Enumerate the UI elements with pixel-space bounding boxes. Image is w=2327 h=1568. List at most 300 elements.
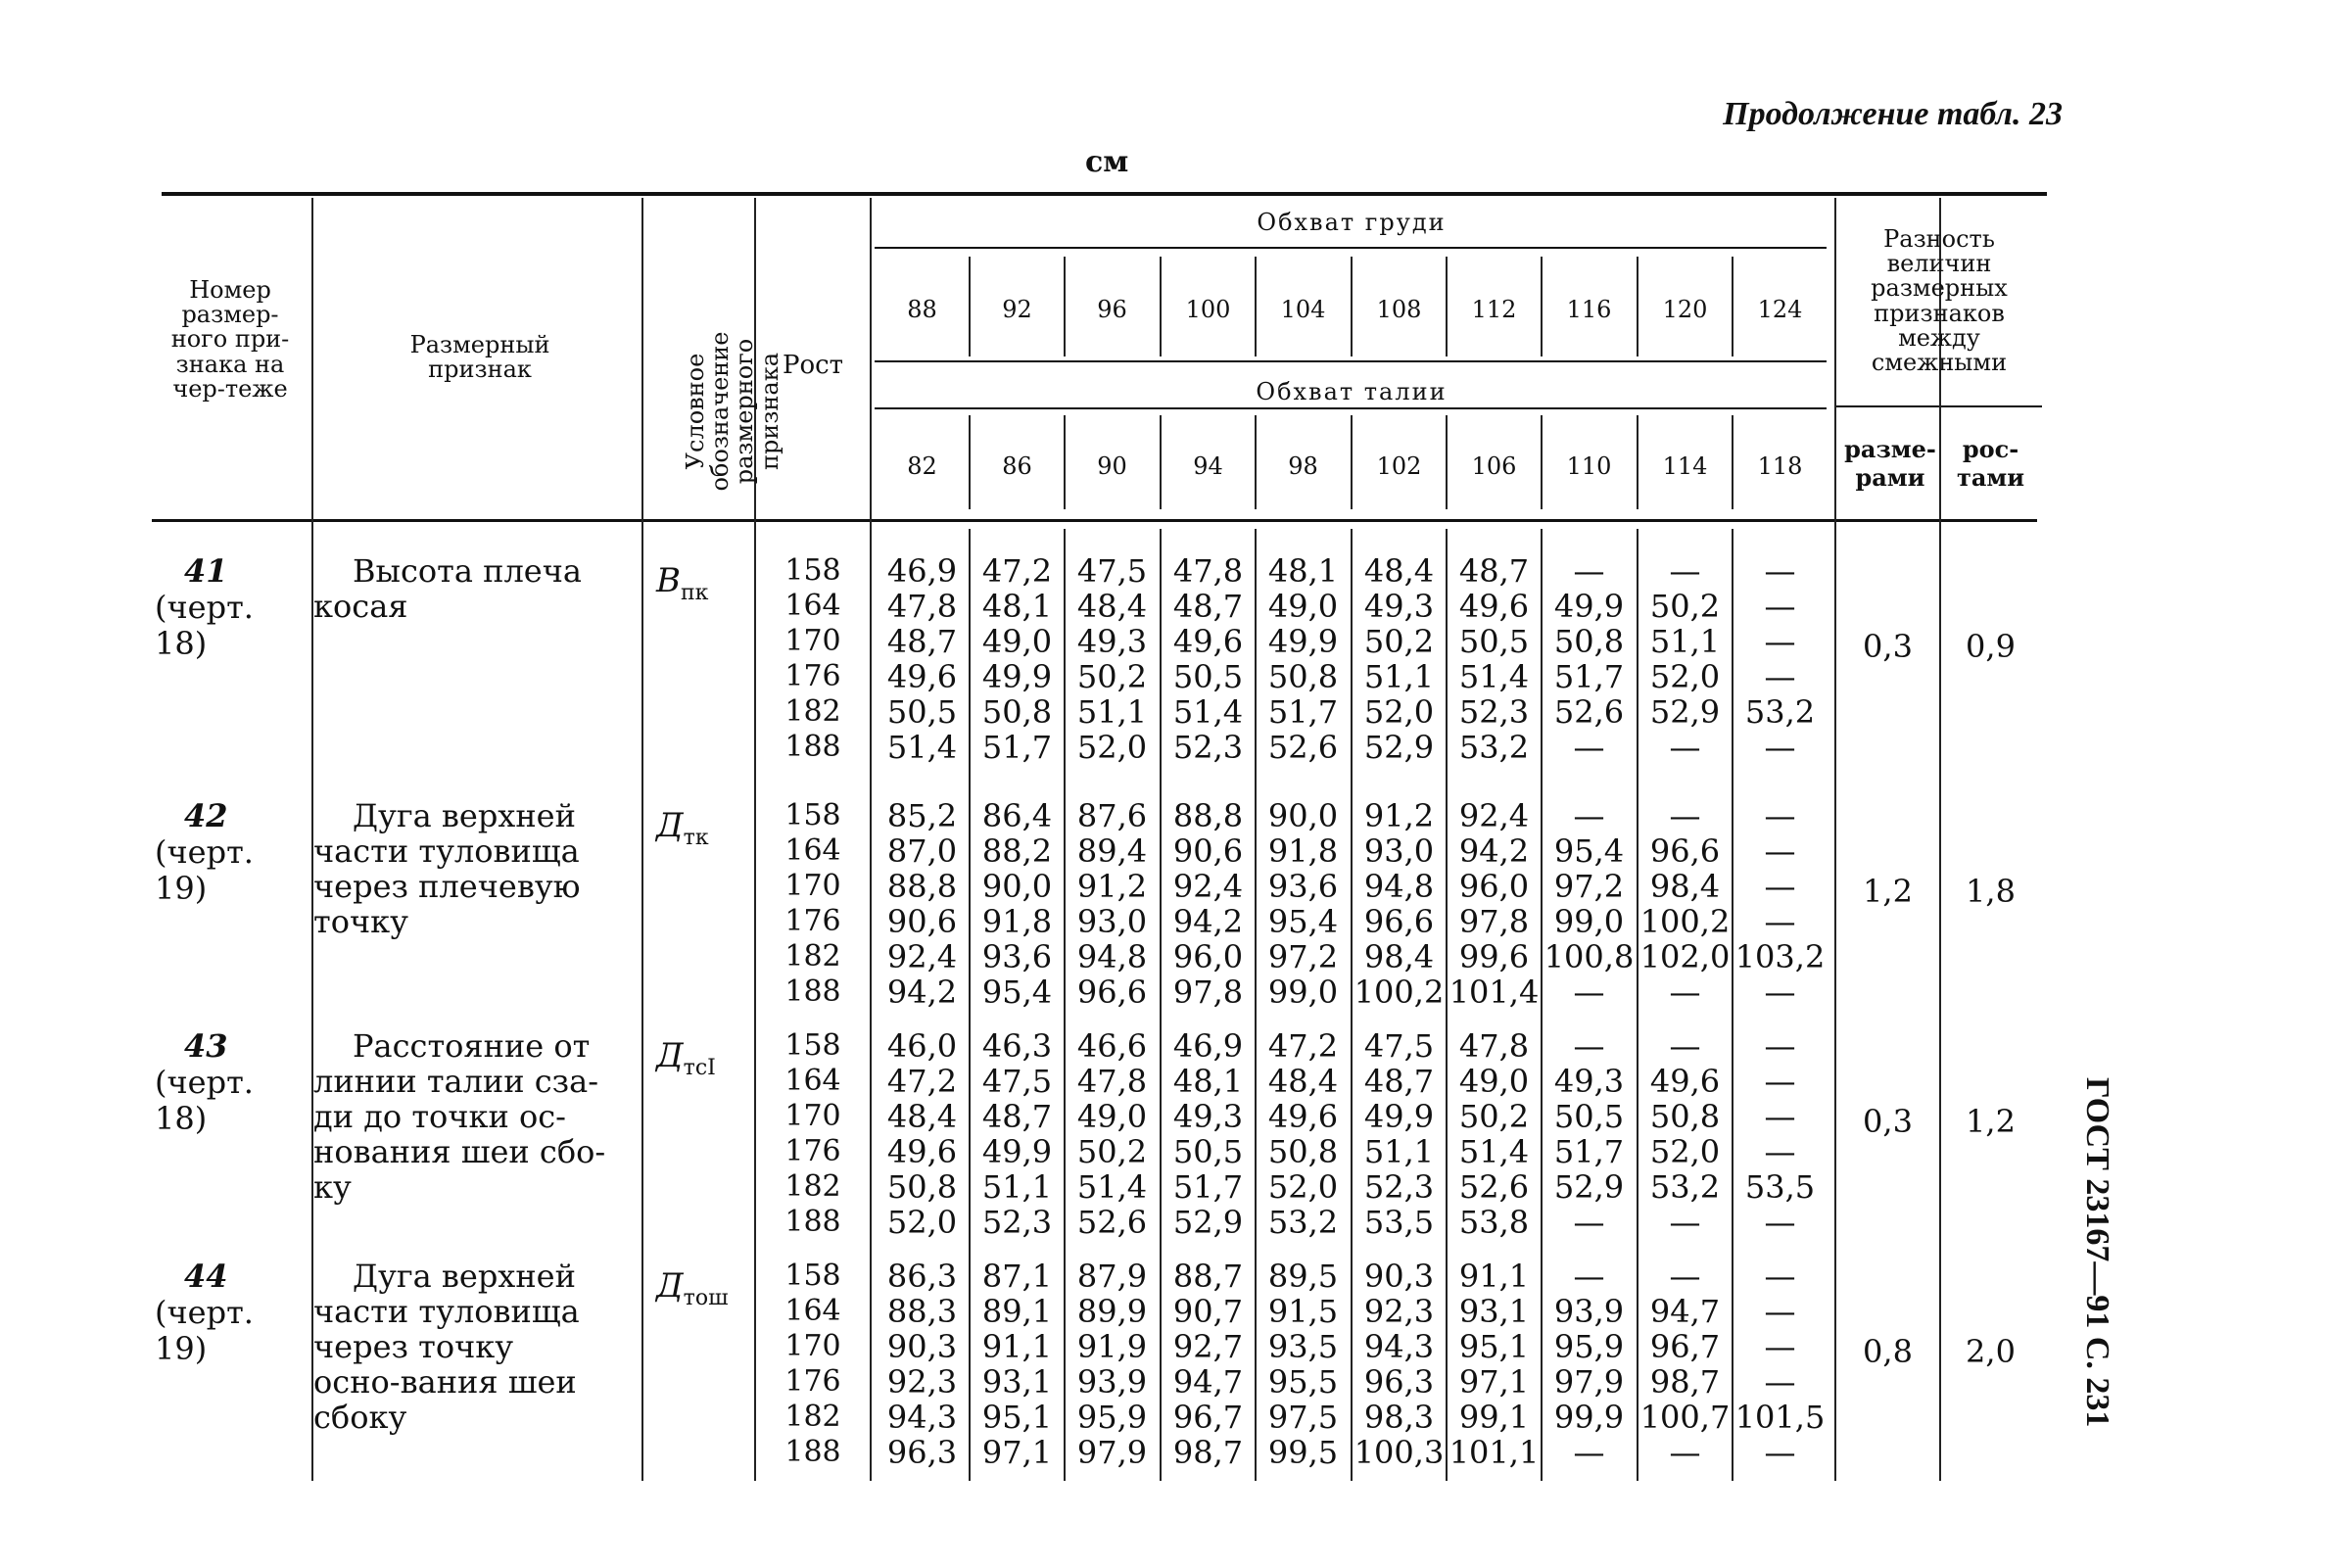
table-cell: 47,8 (1458, 1027, 1530, 1065)
table-cell: 93,5 (1267, 1328, 1339, 1365)
table-cell: 48,4 (886, 1098, 958, 1135)
table-cell: 88,7 (1172, 1258, 1244, 1295)
diff-by-height: 2,0 (1966, 1333, 2016, 1370)
table-cell: 100,2 (1639, 903, 1731, 940)
vertical-rule (641, 198, 643, 1481)
table-cell: 49,6 (1172, 623, 1244, 660)
table-cell: 91,1 (981, 1328, 1053, 1365)
value-column (875, 798, 970, 1010)
table-cell: 50,5 (1553, 1098, 1625, 1135)
table-cell: 52,0 (886, 1204, 958, 1241)
value-column (1065, 1259, 1160, 1470)
height-values (779, 798, 847, 1010)
table-cell: 52,0 (1267, 1168, 1339, 1206)
table-cell: 97,2 (1267, 938, 1339, 975)
table-cell: 47,2 (1267, 1027, 1339, 1065)
table-cell: — (1764, 903, 1796, 940)
table-cell: 99,0 (1267, 974, 1339, 1011)
table-cell: 90,7 (1172, 1293, 1244, 1330)
waist-value: 110 (1566, 452, 1612, 480)
value-column (1256, 553, 1351, 765)
table-cell: 50,2 (1076, 1133, 1148, 1170)
value-column (1638, 1028, 1733, 1240)
table-cell: 94,8 (1076, 938, 1148, 975)
unit-label: см (1085, 145, 1129, 179)
value-column (1161, 798, 1256, 1010)
table-cell: 87,0 (886, 832, 958, 870)
table-cell: — (1573, 1204, 1605, 1241)
side-label: ГОСТ 23167—91 С. 231 (2079, 1077, 2115, 1428)
waist-value: 106 (1471, 452, 1517, 480)
table-cell: 90,3 (886, 1328, 958, 1365)
table-cell: 51,7 (1172, 1168, 1244, 1206)
table-cell: — (1573, 1434, 1605, 1471)
table-cell: 50,8 (1267, 658, 1339, 695)
value-column (970, 553, 1065, 765)
value-column (1542, 798, 1637, 1010)
height-value: 188 (784, 974, 841, 1009)
table-cell: 90,0 (1267, 797, 1339, 834)
table-cell: 88,2 (981, 832, 1053, 870)
feature-drawing-ref: (черт. 18) (155, 588, 254, 662)
value-column (1542, 1028, 1637, 1240)
value-column (1256, 1259, 1351, 1470)
table-cell: — (1669, 1204, 1701, 1241)
column-rule (1351, 257, 1353, 356)
table-cell: 53,2 (1649, 1168, 1721, 1206)
table-cell: 93,1 (1458, 1293, 1530, 1330)
height-value: 158 (784, 553, 841, 588)
waist-value: 102 (1376, 452, 1422, 480)
height-value: 188 (784, 1205, 841, 1239)
waist-value: 82 (907, 452, 937, 480)
table-cell: 50,5 (1172, 658, 1244, 695)
waist-value: 86 (1002, 452, 1032, 480)
table-cell: 92,4 (886, 938, 958, 975)
table-cell: — (1573, 1258, 1605, 1295)
value-column (1638, 798, 1733, 1010)
table-cell: 49,6 (886, 1133, 958, 1170)
column-rule (1255, 415, 1257, 509)
feature-symbol: $Д_{тсI}$ (656, 1036, 716, 1080)
table-cell: 52,9 (1363, 729, 1435, 766)
table-cell: 47,5 (1363, 1027, 1435, 1065)
table-cell: 49,9 (981, 1133, 1053, 1170)
table-cell: 93,9 (1553, 1293, 1625, 1330)
table-cell: 94,2 (1458, 832, 1530, 870)
table-cell: 91,1 (1458, 1258, 1530, 1295)
table-cell: 91,8 (1267, 832, 1339, 870)
table-cell: — (1764, 1098, 1796, 1135)
feature-name: Расстояние от линии талии сза-ди до точки ос-нования шеи сбо-ку (313, 1027, 606, 1206)
table-cell: — (1669, 729, 1701, 766)
chest-value: 96 (1097, 296, 1127, 323)
table-cell: 97,5 (1267, 1399, 1339, 1436)
table-cell: 90,6 (886, 903, 958, 940)
value-column (1733, 1259, 1828, 1470)
table-cell: 52,9 (1553, 1168, 1625, 1206)
height-value: 164 (784, 1294, 841, 1328)
table-cell: 51,4 (1172, 693, 1244, 731)
value-column (1447, 1259, 1542, 1470)
feature-symbol: $Д_{тк}$ (656, 806, 709, 850)
header-number: Номер размер-ного при-знака на чер-теже (170, 276, 290, 403)
height-value: 182 (784, 1169, 841, 1204)
height-values (779, 1259, 847, 1470)
table-cell: 52,6 (1553, 693, 1625, 731)
table-cell: 47,5 (1076, 552, 1148, 590)
table-cell: 52,0 (1649, 658, 1721, 695)
chest-value: 108 (1376, 296, 1422, 323)
table-cell: 50,5 (886, 693, 958, 731)
table-cell: 89,5 (1267, 1258, 1339, 1295)
table-cell: 93,0 (1076, 903, 1148, 940)
height-value: 164 (784, 589, 841, 623)
table-cell: — (1764, 729, 1796, 766)
table-cell: 102,0 (1639, 938, 1731, 975)
table-cell: 53,5 (1363, 1204, 1435, 1241)
value-column (1352, 1028, 1447, 1240)
table-cell: — (1573, 729, 1605, 766)
value-column (1447, 798, 1542, 1010)
feature-name: Дуга верхней части туловища через плечевую точку (313, 797, 581, 940)
value-column (1447, 1028, 1542, 1240)
continuation-title: Продолжение табл. 23 (1723, 96, 2063, 132)
table-cell: 49,6 (1649, 1063, 1721, 1100)
table-cell: 51,7 (981, 729, 1053, 766)
table-cell: 51,1 (981, 1168, 1053, 1206)
chest-value: 92 (1002, 296, 1032, 323)
column-rule (1446, 257, 1448, 356)
table-cell: 98,7 (1172, 1434, 1244, 1471)
table-cell: 96,7 (1172, 1399, 1244, 1436)
table-cell: 49,6 (1267, 1098, 1339, 1135)
table-cell: — (1669, 1258, 1701, 1295)
table-cell: 50,8 (1649, 1098, 1721, 1135)
table-cell: 92,4 (1458, 797, 1530, 834)
table-cell: 49,9 (1553, 588, 1625, 625)
value-column (1256, 798, 1351, 1010)
table-cell: — (1764, 1328, 1796, 1365)
waist-rule-top (875, 360, 1827, 362)
table-cell: 101,5 (1734, 1399, 1826, 1436)
value-column (1733, 1028, 1828, 1240)
table-cell: 94,7 (1172, 1363, 1244, 1401)
table-cell: 50,8 (1553, 623, 1625, 660)
table-cell: 96,6 (1649, 832, 1721, 870)
table-cell: 48,1 (981, 588, 1053, 625)
table-cell: 98,3 (1363, 1399, 1435, 1436)
table-cell: 91,2 (1363, 797, 1435, 834)
table-cell: 94,3 (1363, 1328, 1435, 1365)
table-cell: 51,4 (1458, 658, 1530, 695)
table-cell: 93,6 (1267, 868, 1339, 905)
table-cell: 95,4 (981, 974, 1053, 1011)
feature-number (155, 553, 262, 661)
table-cell: 85,2 (886, 797, 958, 834)
table-cell: 100,7 (1639, 1399, 1731, 1436)
height-value: 176 (784, 1364, 841, 1399)
height-value: 164 (784, 833, 841, 868)
height-value: 176 (784, 1134, 841, 1168)
table-cell: 95,4 (1267, 903, 1339, 940)
table-cell: 96,0 (1172, 938, 1244, 975)
value-column (970, 798, 1065, 1010)
table-cell: — (1764, 1434, 1796, 1471)
table-cell: 53,2 (1458, 729, 1530, 766)
table-cell: 103,2 (1734, 938, 1826, 975)
table-cell: 96,6 (1363, 903, 1435, 940)
column-rule (1351, 415, 1353, 509)
table-cell: — (1573, 797, 1605, 834)
table-cell: 48,7 (981, 1098, 1053, 1135)
table-cell: 96,0 (1458, 868, 1530, 905)
table-cell: 47,5 (981, 1063, 1053, 1100)
table-cell: 52,0 (1363, 693, 1435, 731)
table-cell: 91,2 (1076, 868, 1148, 905)
value-column (1733, 798, 1828, 1010)
waist-value: 94 (1193, 452, 1223, 480)
table-cell: 98,4 (1649, 868, 1721, 905)
table-cell: 48,7 (1458, 552, 1530, 590)
table-cell: 52,0 (1076, 729, 1148, 766)
feature-number (155, 798, 262, 906)
value-column (1352, 798, 1447, 1010)
top-rule (162, 192, 2047, 196)
table-cell: 52,6 (1458, 1168, 1530, 1206)
table-cell: 46,9 (886, 552, 958, 590)
table-cell: 48,7 (1172, 588, 1244, 625)
feature-number-value: 43 (184, 1027, 228, 1065)
value-column (970, 1259, 1065, 1470)
chest-value: 124 (1757, 296, 1803, 323)
table-cell: — (1764, 1363, 1796, 1401)
height-value: 182 (784, 939, 841, 974)
table-cell: 89,1 (981, 1293, 1053, 1330)
table-cell: 47,8 (1172, 552, 1244, 590)
table-cell: — (1669, 797, 1701, 834)
table-cell: 50,8 (1267, 1133, 1339, 1170)
value-column (1542, 553, 1637, 765)
value-column (1352, 1259, 1447, 1470)
table-cell: 94,3 (886, 1399, 958, 1436)
table-cell: 93,0 (1363, 832, 1435, 870)
table-cell: 51,7 (1553, 1133, 1625, 1170)
column-rule (969, 257, 971, 356)
table-cell: — (1573, 552, 1605, 590)
table-cell: 53,2 (1744, 693, 1816, 731)
table-cell: 90,0 (981, 868, 1053, 905)
chest-value: 104 (1280, 296, 1326, 323)
header-bottom-rule (152, 519, 2037, 522)
value-column (1256, 1028, 1351, 1240)
height-value: 164 (784, 1064, 841, 1098)
table-cell: 52,3 (1458, 693, 1530, 731)
chest-value: 100 (1185, 296, 1231, 323)
diff-by-size: 0,3 (1863, 628, 1913, 665)
table-cell: 87,6 (1076, 797, 1148, 834)
table-cell: 52,3 (1172, 729, 1244, 766)
table-cell: 49,6 (1458, 588, 1530, 625)
table-cell: 94,2 (886, 974, 958, 1011)
table-cell: 48,4 (1267, 1063, 1339, 1100)
table-cell: 46,3 (981, 1027, 1053, 1065)
column-rule (969, 415, 971, 509)
value-column (1161, 1028, 1256, 1240)
waist-value: 114 (1662, 452, 1708, 480)
chest-rule (875, 247, 1827, 249)
value-column (1065, 1028, 1160, 1240)
value-column (1638, 553, 1733, 765)
chest-value: 116 (1566, 296, 1612, 323)
height-value: 170 (784, 624, 841, 658)
column-rule (1637, 257, 1638, 356)
feature-name: Дуга верхней части туловища через точку осно-вания шеи сбоку (313, 1258, 580, 1436)
table-cell: 48,4 (1076, 588, 1148, 625)
column-rule (1064, 257, 1066, 356)
column-rule (1446, 415, 1448, 509)
table-cell: 47,8 (886, 588, 958, 625)
table-cell: 52,3 (981, 1204, 1053, 1241)
table-cell: 97,1 (981, 1434, 1053, 1471)
table-cell: 90,6 (1172, 832, 1244, 870)
table-cell: 97,8 (1458, 903, 1530, 940)
table-cell: 89,4 (1076, 832, 1148, 870)
table-cell: 50,8 (886, 1168, 958, 1206)
table-cell: 49,3 (1172, 1098, 1244, 1135)
table-cell: 90,3 (1363, 1258, 1435, 1295)
column-rule (1064, 415, 1066, 509)
table-cell: — (1764, 832, 1796, 870)
height-values (779, 1028, 847, 1240)
table-cell: 53,8 (1458, 1204, 1530, 1241)
feature-drawing-ref: (черт. 18) (155, 1063, 254, 1137)
chest-value: 112 (1471, 296, 1517, 323)
table-cell: 51,1 (1363, 1133, 1435, 1170)
table-cell: 98,7 (1649, 1363, 1721, 1401)
table-cell: 95,1 (981, 1399, 1053, 1436)
table-cell: — (1764, 1204, 1796, 1241)
table-cell: 95,9 (1076, 1399, 1148, 1436)
table-cell: 48,1 (1172, 1063, 1244, 1100)
feature-symbol: $Д_{тош}$ (656, 1266, 729, 1310)
table-cell: 96,3 (886, 1434, 958, 1471)
table-cell: 91,5 (1267, 1293, 1339, 1330)
table-cell: 95,4 (1553, 832, 1625, 870)
header-height: Рост (782, 351, 844, 380)
table-cell: 94,7 (1649, 1293, 1721, 1330)
table-cell: 96,7 (1649, 1328, 1721, 1365)
table-cell: — (1764, 1063, 1796, 1100)
table-cell: — (1764, 1027, 1796, 1065)
column-rule (1541, 415, 1543, 509)
table-cell: 49,3 (1553, 1063, 1625, 1100)
header-by-size: разме-рами (1844, 435, 1936, 492)
table-cell: — (1573, 1027, 1605, 1065)
table-cell: — (1573, 974, 1605, 1011)
table-cell: 95,9 (1553, 1328, 1625, 1365)
table-cell: 49,9 (1363, 1098, 1435, 1135)
table-cell: 51,1 (1363, 658, 1435, 695)
table-cell: 49,0 (1076, 1098, 1148, 1135)
diff-by-height: 1,2 (1966, 1103, 2016, 1140)
table-cell: 93,1 (981, 1363, 1053, 1401)
table-cell: 93,9 (1076, 1363, 1148, 1401)
table-cell: 101,4 (1448, 974, 1540, 1011)
table-cell: 86,4 (981, 797, 1053, 834)
table-cell: 48,4 (1363, 552, 1435, 590)
table-cell: — (1764, 552, 1796, 590)
table-cell: 48,7 (1363, 1063, 1435, 1100)
table-cell: 50,8 (981, 693, 1053, 731)
feature-number-value: 42 (184, 797, 228, 834)
table-cell: 47,2 (886, 1063, 958, 1100)
table-cell: 99,6 (1458, 938, 1530, 975)
table-cell: — (1764, 868, 1796, 905)
feature-drawing-ref: (черт. 19) (155, 1293, 254, 1367)
table-cell: 97,2 (1553, 868, 1625, 905)
feature-number-value: 44 (184, 1258, 228, 1295)
table-cell: 51,4 (886, 729, 958, 766)
waist-value: 98 (1288, 452, 1318, 480)
table-cell: 50,5 (1172, 1133, 1244, 1170)
table-cell: 49,9 (981, 658, 1053, 695)
vertical-rule (1939, 198, 1941, 1481)
header-by-height: рос-тами (1956, 435, 2025, 492)
table-cell: 87,1 (981, 1258, 1053, 1295)
table-cell: 48,7 (886, 623, 958, 660)
table-cell: 53,2 (1267, 1204, 1339, 1241)
table-cell: 92,3 (886, 1363, 958, 1401)
column-rule (1732, 257, 1733, 356)
feature-symbol: $В_{пк}$ (656, 561, 709, 605)
table-cell: 51,7 (1553, 658, 1625, 695)
table-cell: 101,1 (1448, 1434, 1540, 1471)
table-cell: 89,9 (1076, 1293, 1148, 1330)
table-cell: 100,3 (1353, 1434, 1445, 1471)
table-cell: 50,2 (1076, 658, 1148, 695)
table-cell: 52,6 (1076, 1204, 1148, 1241)
table-cell: — (1764, 1293, 1796, 1330)
diff-by-height: 1,8 (1966, 873, 2016, 910)
table-cell: 88,8 (1172, 797, 1244, 834)
column-rule (1541, 257, 1543, 356)
table-cell: 51,4 (1458, 1133, 1530, 1170)
height-value: 170 (784, 869, 841, 903)
waist-value: 90 (1097, 452, 1127, 480)
table-cell: 52,3 (1363, 1168, 1435, 1206)
table-cell: 92,4 (1172, 868, 1244, 905)
chest-value: 120 (1662, 296, 1708, 323)
table-cell: 50,2 (1363, 623, 1435, 660)
table-cell: 92,7 (1172, 1328, 1244, 1365)
table-cell: 99,5 (1267, 1434, 1339, 1471)
table-cell: 100,2 (1353, 974, 1445, 1011)
table-cell: 86,3 (886, 1258, 958, 1295)
height-value: 158 (784, 1259, 841, 1293)
table-cell: 51,7 (1267, 693, 1339, 731)
table-cell: 53,5 (1744, 1168, 1816, 1206)
vertical-rule (870, 198, 872, 1481)
table-cell: — (1764, 797, 1796, 834)
value-column (1352, 553, 1447, 765)
table-cell: 99,0 (1553, 903, 1625, 940)
feature-drawing-ref: (черт. 19) (155, 832, 254, 907)
table-cell: 50,2 (1458, 1098, 1530, 1135)
feature-number (155, 1028, 262, 1136)
table-cell: 49,3 (1363, 588, 1435, 625)
table-cell: 46,9 (1172, 1027, 1244, 1065)
